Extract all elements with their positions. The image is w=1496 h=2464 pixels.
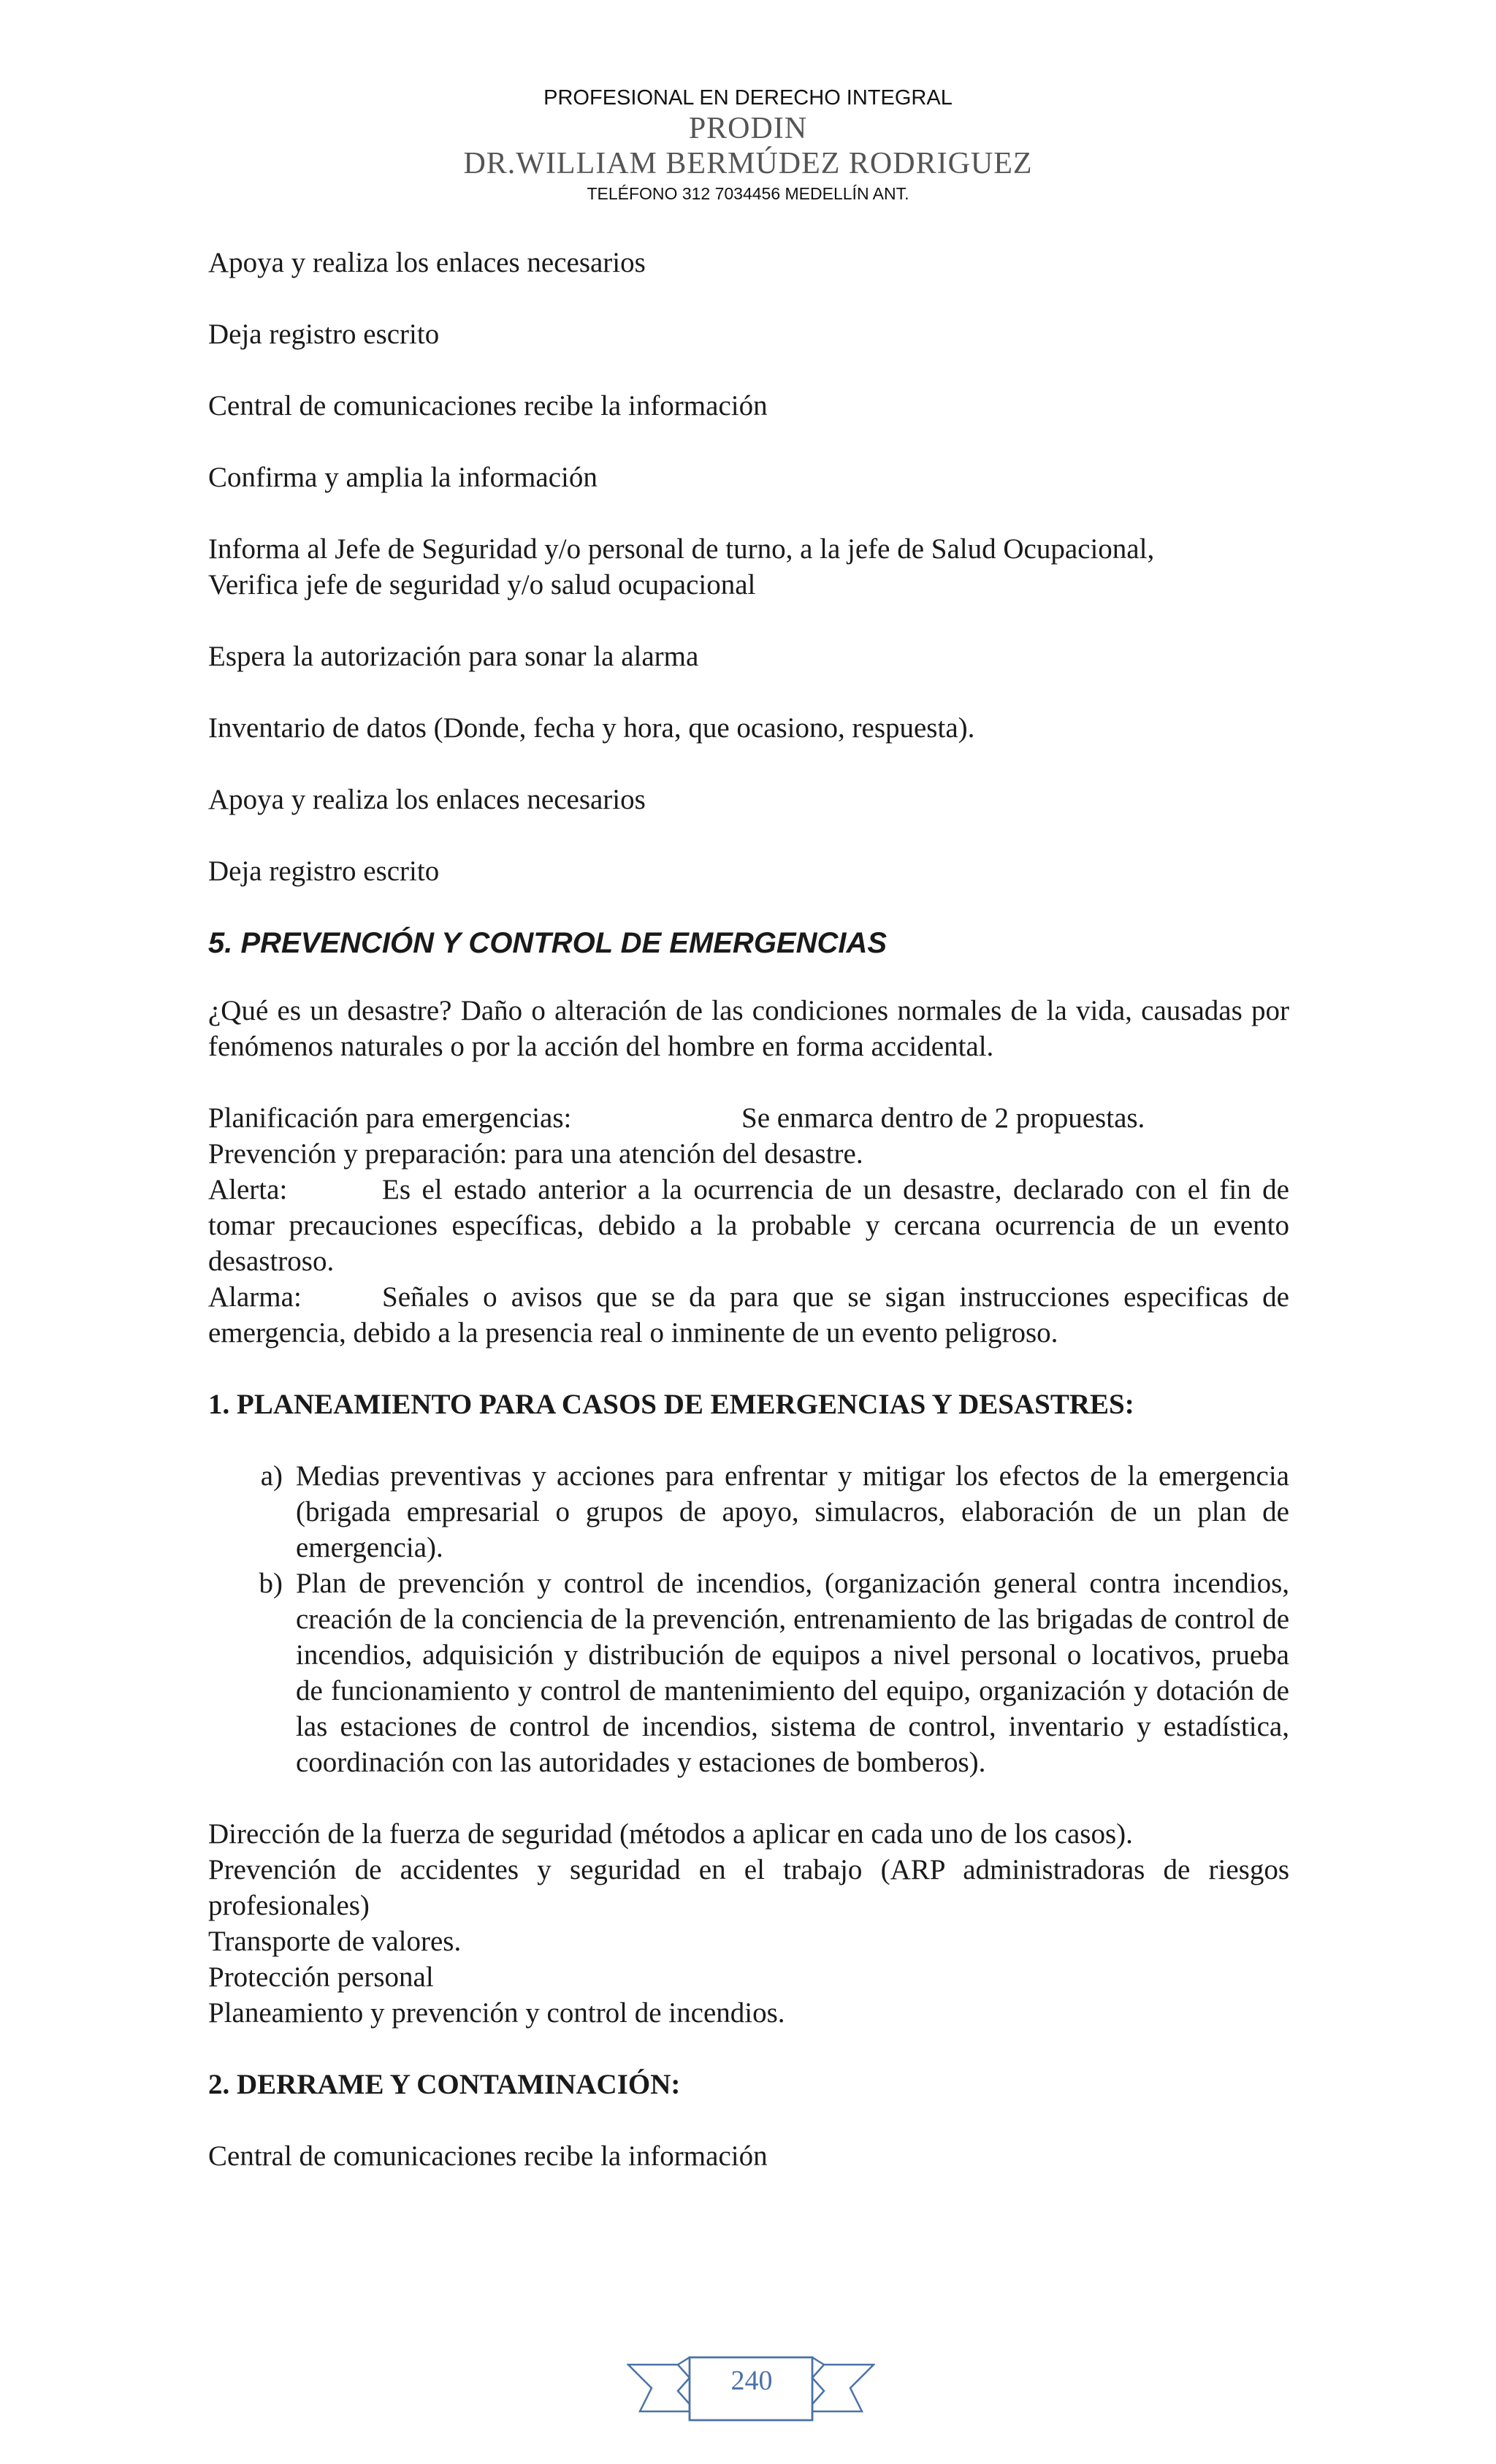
document-body: [208, 245, 1289, 2174]
planning-list: [208, 1458, 1289, 1780]
extra-line: Planeamiento y prevención y control de incendios.: [208, 1997, 785, 2029]
planning-line: [208, 1100, 1289, 1136]
step-line: Deja registro escrito: [208, 855, 440, 887]
section-5-title: 5. PREVENCIÓN Y CONTROL DE EMERGENCIAS: [208, 927, 888, 959]
step-line: Inventario de datos (Donde, fecha y hora, que ocasiono, respuesta).: [208, 712, 975, 744]
list-item: [208, 1565, 1289, 1780]
planning-extra: [208, 1816, 1289, 2031]
planning-label: Planificación para emergencias:: [208, 1102, 572, 1134]
inform-paragraph: [208, 531, 1289, 603]
step-line: Confirma y amplia la información: [208, 462, 598, 493]
alert-text: Es el estado anterior a la ocurrencia de un desastre, declarado con el fin de tomar precauciones específicas, debido a la probable y cercana ocurrencia de un evento desastroso.: [208, 1174, 1289, 1277]
planning-section-title: 1. PLANEAMIENTO PARA CASOS DE EMERGENCIAS Y DESASTRES:: [208, 1389, 1134, 1420]
spill-section-title: 2. DERRAME Y CONTAMINACIÓN:: [208, 2069, 681, 2100]
header-profession: PROFESIONAL EN DERECHO INTEGRAL: [543, 86, 953, 110]
list-item: [208, 1458, 1289, 1565]
extra-line: Transporte de valores.: [208, 1926, 462, 1957]
alarm-text: Señales o avisos que se da para que se sigan instrucciones especificas de emergencia, debido a la presencia real o inminente de un evento peligroso.: [208, 1281, 1289, 1349]
list-marker: b): [259, 1568, 283, 1599]
list-item-text: Plan de prevención y control de incendios, (organización general contra incendios, creación de la conciencia de la prevención, entrenamiento de las brigadas de control de incendios, adquisición y distribución de equipos a nivel personal o locativos, prueba de funcionamiento y control de mantenimiento del equipo, organización y dotación de las estaciones de control de incendios, sistema de control, inventario y estadística, coordinación con las autoridades y estaciones de bomberos).: [296, 1568, 1289, 1778]
disaster-definition: ¿Qué es un desastre? Daño o alteración de las condiciones normales de la vida, causadas por fenómenos naturales o por la acción del hombre en forma accidental.: [208, 995, 1289, 1062]
extra-line: Protección personal: [208, 1961, 434, 1993]
page-number: 240: [730, 2365, 773, 2396]
step-line: Apoya y realiza los enlaces necesarios: [208, 784, 646, 815]
header-lawyer-name: DR.WILLIAM BERMÚDEZ RODRIGUEZ: [463, 147, 1033, 180]
document-header: [0, 85, 1496, 206]
step-line: Apoya y realiza los enlaces necesarios: [208, 247, 646, 278]
header-firm-name: PRODIN: [688, 112, 808, 145]
list-marker: a): [260, 1460, 283, 1492]
step-line: Central de comunicaciones recibe la información: [208, 390, 768, 422]
planning-definitions: [208, 1100, 1289, 1351]
alarm-label: Alarma:: [208, 1281, 302, 1313]
alert-definition: [208, 1172, 1289, 1279]
step-line: Espera la autorización para sonar la alarma: [208, 641, 699, 672]
inform-line-1: Informa al Jefe de Seguridad y/o personal de turno, a la jefe de Salud Ocupacional,: [208, 533, 1155, 565]
spill-line: Central de comunicaciones recibe la información: [208, 2140, 768, 2172]
list-item-text: Medias preventivas y acciones para enfrentar y mitigar los efectos de la emergencia (brigada empresarial o grupos de apoyo, simulacros, elaboración de un plan de emergencia).: [296, 1460, 1289, 1563]
alert-label: Alerta:: [208, 1174, 288, 1205]
extra-line: Dirección de la fuerza de seguridad (métodos a aplicar en cada uno de los casos).: [208, 1818, 1133, 1850]
step-line: Deja registro escrito: [208, 319, 440, 350]
header-phone: TELÉFONO 312 7034456 MEDELLÍN ANT.: [587, 184, 909, 203]
inform-line-2: Verifica jefe de seguridad y/o salud ocupacional: [208, 569, 756, 600]
extra-line: Prevención de accidentes y seguridad en el trabajo (ARP administradoras de riesgos profesionales): [208, 1854, 1289, 1921]
alarm-definition: [208, 1279, 1289, 1351]
prevention-line: Prevención y preparación: para una atención del desastre.: [208, 1138, 863, 1170]
planning-value: Se enmarca dentro de 2 propuestas.: [741, 1102, 1145, 1134]
